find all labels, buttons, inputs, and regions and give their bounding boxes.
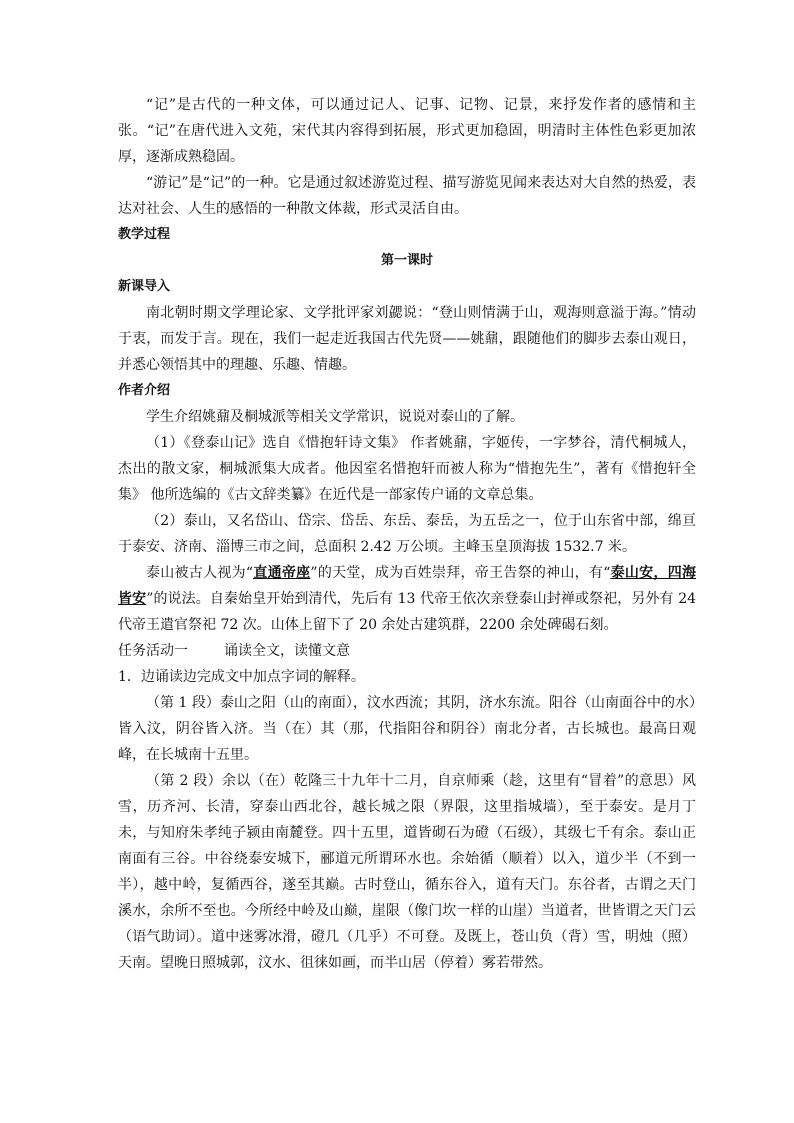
taishan-text-b: ”的天堂，成为百姓崇拜，帝王告祭的神山，有“: [310, 565, 611, 581]
taishan-text-c: ”的说法。自秦始皇开始到清代，先后有 13 代帝王依次亲登泰山封禅或祭祀，另外有 24 代帝王遣官祭祀 72 次。山体上留下了 20 余处古建筑群，2200 余处碑碣石刻。: [118, 591, 697, 633]
task-title: 诵读全文，读懂文意: [224, 643, 350, 659]
author-item-2: （2）泰山，又名岱山、岱宗、岱岳、东岳、泰岳，为五岳之一，位于山东省中部，绵亘于泰安、济南、淄博三市之间，总面积 2.42 万公顷。主峰玉皇顶海拔 1532.7 米。: [118, 513, 696, 555]
text-paragraph-1: （第 1 段）泰山之阳（山的南面），汶水西流；其阴，济水东流。阳谷（山南面谷中的水）皆入汶，阴谷皆入济。当（在）其（那，代指阳谷和阴谷）南北分者，古长城也。最高日观峰，在长城南十五里。: [118, 695, 696, 763]
intro-paragraph-youji: “游记”是“记”的一种。它是通过叙述游览过程、描写游览见闻来表达对大自然的热爱，表达对社会、人生的感悟的一种散文体裁，形式灵活自由。: [118, 175, 696, 217]
section-heading-teaching-process: 教学过程: [118, 227, 171, 242]
task-item-1: 1．边诵读边完成文中加点字词的解释。: [118, 669, 365, 685]
keyword-zhitong-dizuo: 直通帝座: [253, 565, 311, 581]
keyword-taishan-an: 泰山安，四海皆安: [118, 565, 696, 607]
section-heading-new-lesson: 新课导入: [118, 279, 171, 294]
text-paragraph-2: （第 2 段）余以（在）乾隆三十九年十二月，自京师乘（趁，这里有“冒着”的意思）风雪，历齐河、长清，穿泰山西北谷，越长城之限（界限，这里指城墙），至于泰安。是月丁未，与知府朱孝纯子颍由南麓登。四十五里，道皆砌石为磴（石级），其级七千有余。泰山正南面有三谷。中谷绕泰安城下，郦道元所谓环水也。余始循（顺着）以入，道少半（不到一半），越中岭，复循西谷，遂至其巅。古时登山，循东谷入，道有天门。东谷者，古谓之天门溪水，余所不至也。今所经中岭及山巅，崖限（像门坎一样的山崖）当道者，世皆谓之天门云（语气助词）。道中迷雾冰滑，磴几（几乎）不可登。及既上，苍山负（背）雪，明烛（照）天南。望晚日照城郭，汶水、徂徕如画，而半山居（停着）雾若带然。: [118, 773, 696, 971]
document-page: [118, 92, 696, 976]
task-heading: [118, 638, 696, 664]
new-lesson-text: 南北朝时期文学理论家、文学批评家刘勰说：“登山则情满于山，观海则意溢于海。”情动于衷，而发于言。现在，我们一起走近我国古代先贤——姚鼐，跟随他们的脚步去泰山观日，并悉心领悟其中的理趣、乐趣、情趣。: [118, 305, 696, 373]
taishan-text-a: 泰山被古人视为“: [146, 565, 254, 581]
task-label: 任务活动一: [118, 643, 188, 659]
author-lead: 学生介绍姚鼐及桐城派等相关文学常识，说说对泰山的了解。: [146, 409, 524, 425]
intro-paragraph-ji: “记”是古代的一种文体，可以通过记人、记事、记物、记景，来抒发作者的感情和主张。“记”在唐代进入文苑，宋代其内容得到拓展，形式更加稳固，明清时主体性色彩更加浓厚，逐渐成熟稳固。: [118, 97, 696, 165]
taishan-paragraph: [118, 560, 696, 638]
author-item-1: （1）《登泰山记》选自《惜抱轩诗文集》 作者姚鼐，字姬传，一字梦谷，清代桐城人，杰出的散文家，桐城派集大成者。他因室名惜抱轩而被人称为“惜抱先生”，著有《惜抱轩全集》 他所选编的《古文辞类纂》在近代是一部家传户诵的文章总集。: [118, 435, 696, 503]
section-heading-author: 作者介绍: [118, 383, 171, 398]
lesson-title: 第一课时: [380, 253, 433, 268]
